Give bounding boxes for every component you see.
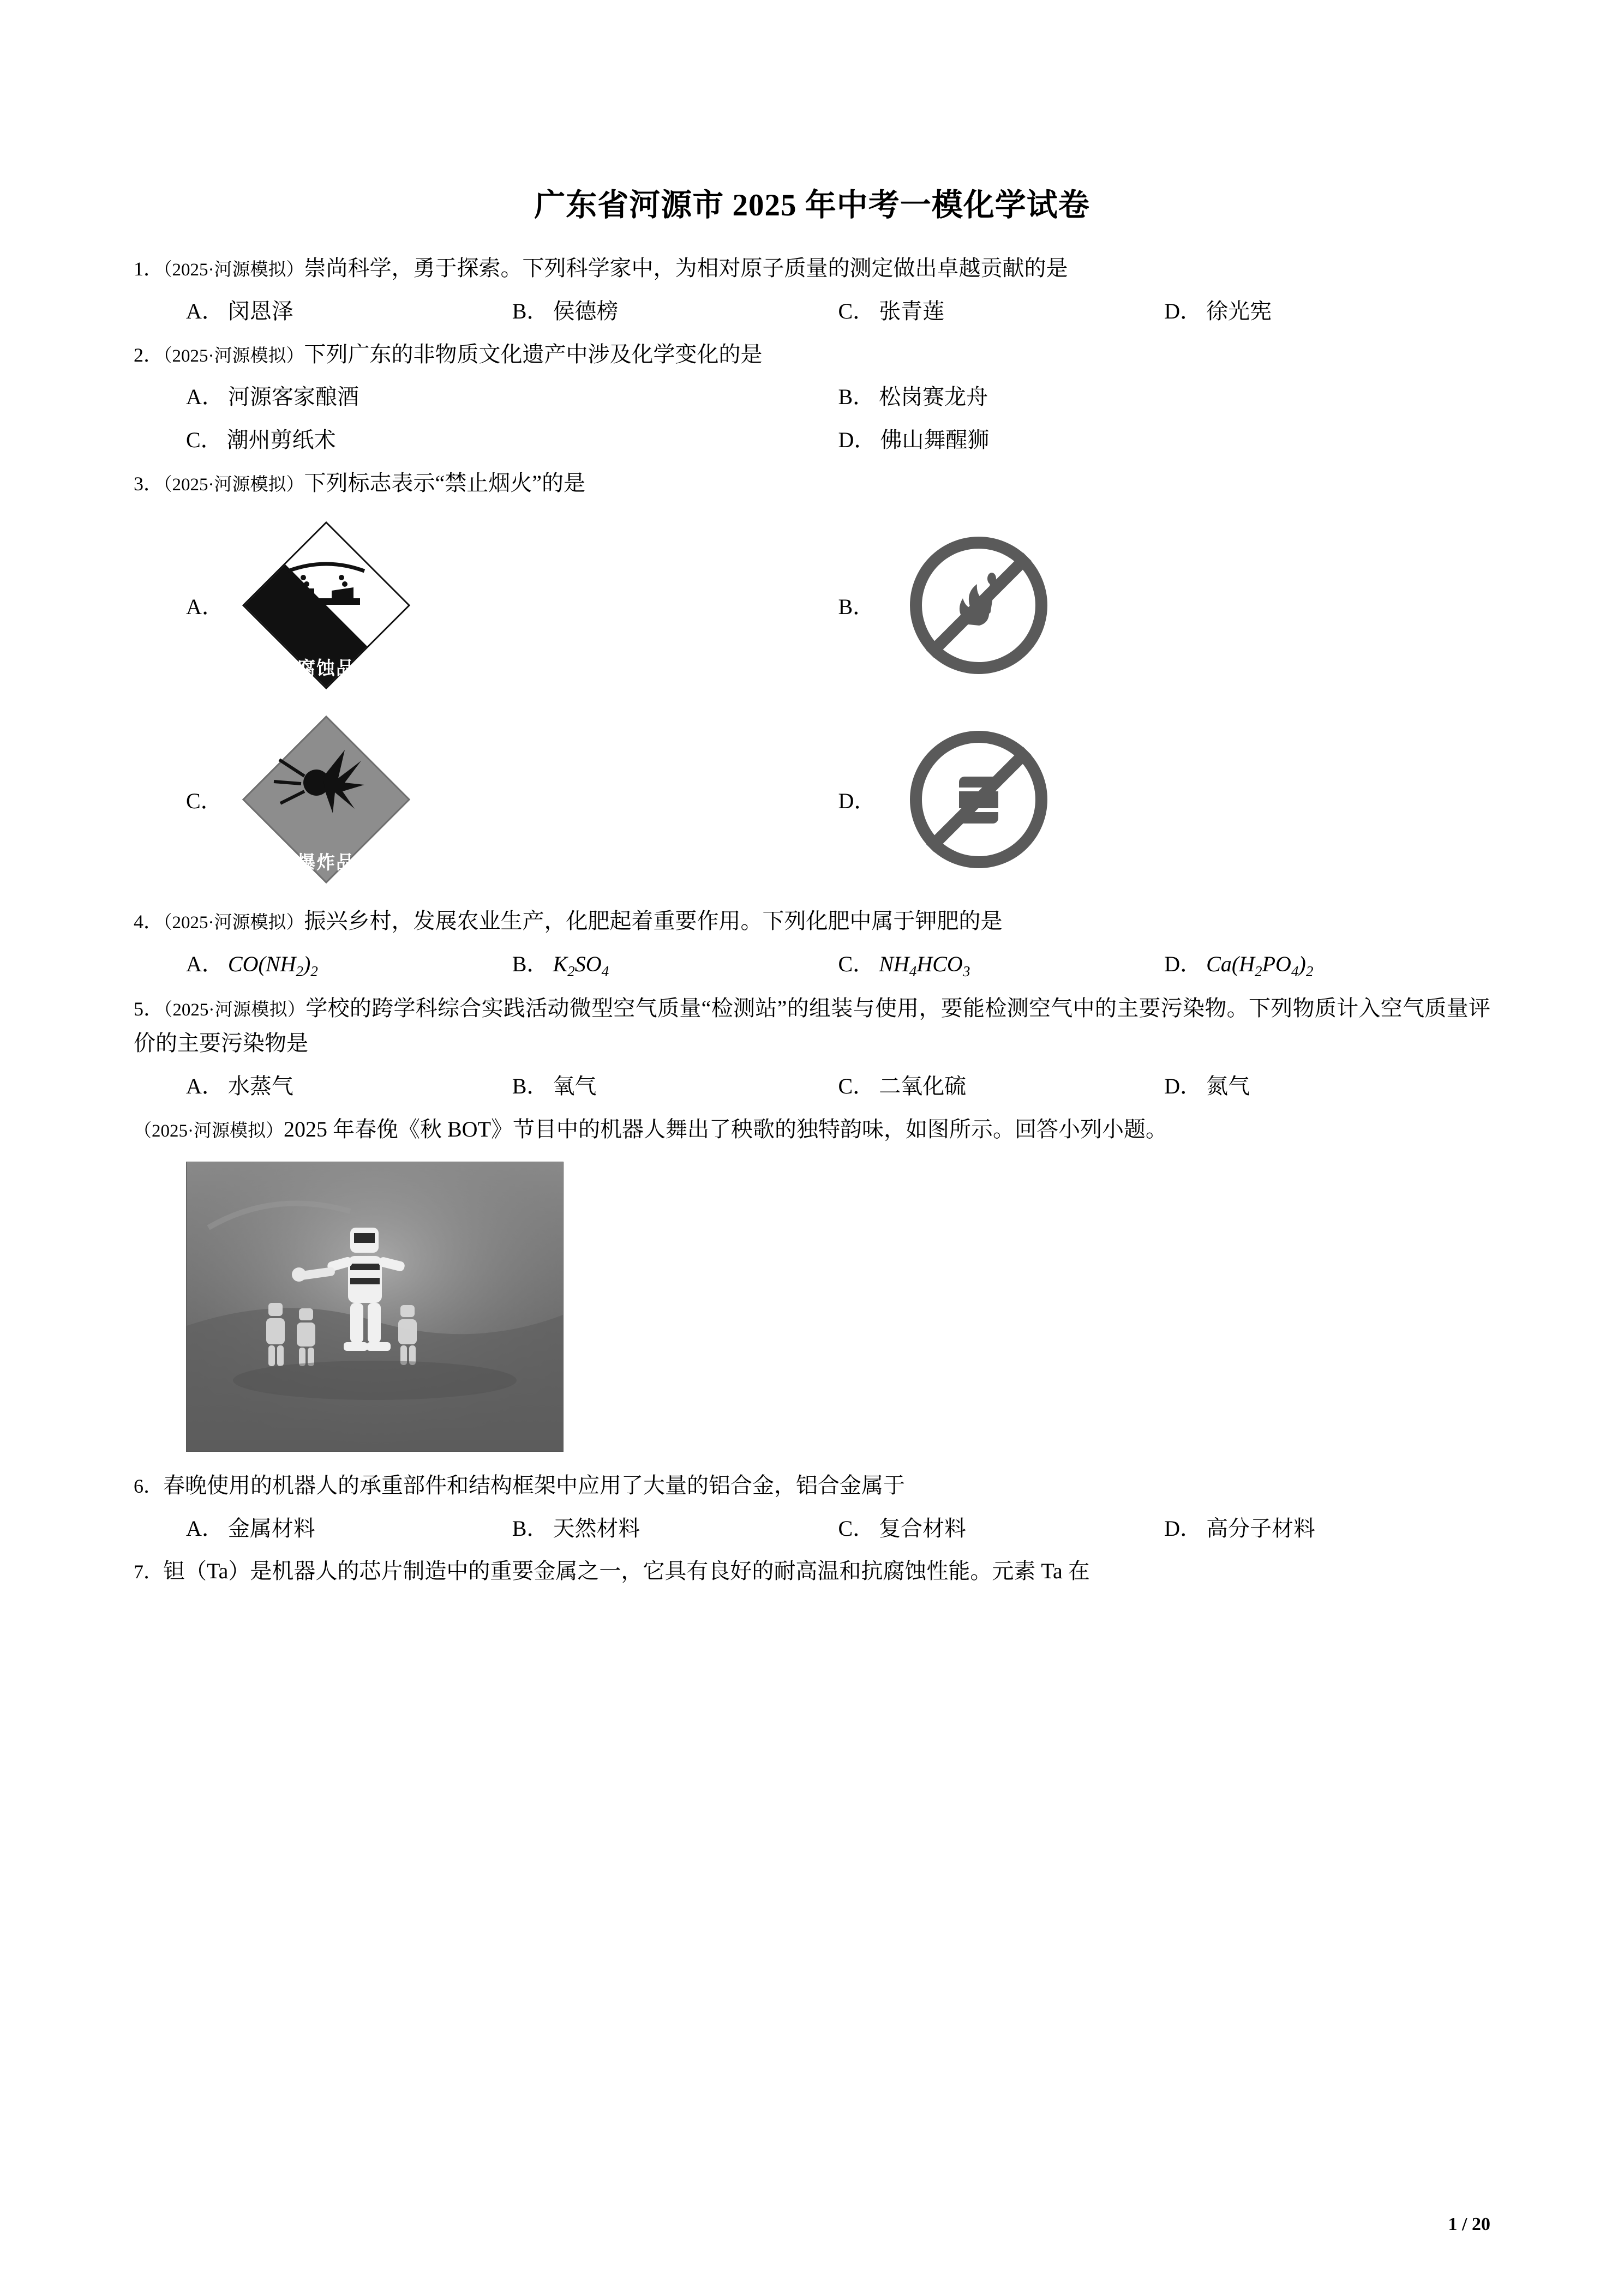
question-5-text: 学校的跨学科综合实践活动微型空气质量“检测站”的组装与使用，要能检测空气中的主要污染物。下列物质计入空气质量评价的主要污染物是: [134, 995, 1490, 1056]
no-oil-drum-sign: [889, 710, 1069, 889]
formula-calcium-dihydrogen-phosphate: $Ca(H_2PO_4)_2$: [1206, 951, 1314, 979]
option-a[interactable]: A． $CO(NH_2)_2$: [186, 951, 318, 979]
option-b[interactable]: B． $K_2SO_4$: [512, 951, 609, 979]
question-1-number: 1．: [134, 258, 164, 280]
sign-option-a[interactable]: [186, 515, 838, 695]
option-b[interactable]: B． 天然材料: [512, 1516, 640, 1541]
sign-option-c[interactable]: [186, 710, 838, 889]
no-smoking-fire-sign: [889, 515, 1069, 695]
formula-potassium-sulfate: $K_2SO_4$: [553, 951, 609, 979]
sign-row-1: [186, 515, 1490, 695]
question-5: [134, 991, 1490, 1104]
question-6-options: [134, 1511, 1490, 1547]
sign-row-2: [186, 710, 1490, 889]
question-2-stem: [134, 337, 1490, 372]
question-4-text: 振兴乡村，发展农业生产，化肥起着重要作用。下列化肥中属于钾肥的是: [304, 908, 1003, 933]
question-1: [134, 251, 1490, 329]
page-number: 1 / 20: [1448, 2214, 1490, 2234]
option-c[interactable]: C． 张青莲: [838, 298, 945, 323]
robot-dance-illustration: [187, 1162, 563, 1451]
option-a[interactable]: A． 金属材料: [186, 1516, 315, 1541]
question-7: [134, 1554, 1490, 1589]
corrosive-caption: 腐蚀品: [297, 658, 356, 679]
question-6-text: 春晚使用的机器人的承重部件和结构框架中应用了大量的铝合金，铝合金属于: [163, 1472, 906, 1498]
passage-tag: （2025·河源模拟）: [134, 1121, 284, 1141]
prohibition-circle: [910, 731, 1047, 868]
question-2-options-row-2: [134, 423, 1490, 458]
option-c[interactable]: C． 复合材料: [838, 1516, 967, 1541]
page-title: 广东省河源市 2025 年中考一模化学试卷: [534, 188, 1090, 223]
robot-dance-photo: [186, 1162, 564, 1452]
sign-option-b[interactable]: [838, 515, 1491, 695]
question-3-number: 3．: [134, 472, 164, 495]
formula-urea: $CO(NH_2)_2$: [227, 951, 318, 979]
option-b[interactable]: B． 氧气: [512, 1074, 597, 1099]
question-5-tag: （2025·河源模拟）: [163, 1000, 306, 1020]
corrosive-sign: [236, 515, 416, 695]
question-2-text: 下列广东的非物质文化遗产中涉及化学变化的是: [304, 341, 763, 366]
question-3: [134, 466, 1490, 889]
passage-block: [134, 1112, 1490, 1147]
question-6-number: 6．: [134, 1475, 164, 1497]
question-2: [134, 337, 1490, 458]
option-d[interactable]: D． 氮气: [1164, 1074, 1250, 1099]
sign-option-b-label: B．: [838, 594, 875, 620]
question-5-stem: [134, 991, 1490, 1062]
question-5-options: [134, 1069, 1490, 1104]
question-1-stem: [134, 251, 1490, 286]
question-7-text: 钽（Ta）是机器人的芯片制造中的重要金属之一，它具有良好的耐高温和抗腐蚀性能。元素 Ta 在: [163, 1559, 1090, 1584]
question-7-stem: [134, 1554, 1490, 1589]
option-d[interactable]: D． 佛山舞醒狮: [838, 428, 990, 453]
option-b[interactable]: B． 松岗赛龙舟: [838, 384, 988, 410]
option-d[interactable]: D． 高分子材料: [1164, 1516, 1316, 1541]
option-d[interactable]: D． 徐光宪: [1164, 298, 1272, 323]
question-2-options-row-1: [134, 380, 1490, 415]
question-4-stem: [134, 904, 1490, 939]
question-3-stem: [134, 466, 1490, 501]
question-4-number: 4．: [134, 910, 164, 933]
prohibition-circle: [910, 537, 1047, 674]
question-3-tag: （2025·河源模拟）: [163, 474, 304, 495]
passage-text-line: [134, 1112, 1490, 1147]
option-d[interactable]: D． $Ca(H_2PO_4)_2$: [1164, 951, 1314, 979]
question-5-number: 5．: [134, 997, 164, 1020]
question-3-sign-options: [134, 515, 1490, 889]
question-6: [134, 1468, 1490, 1547]
question-2-number: 2．: [134, 344, 164, 366]
option-c[interactable]: C． $NH_4HCO_3$: [838, 951, 970, 979]
formula-ammonium-bicarbonate: $NH_4HCO_3$: [879, 951, 970, 979]
question-1-text: 崇尚科学，勇于探索。下列科学家中，为相对原子质量的测定做出卓越贡献的是: [304, 256, 1068, 280]
sign-option-d[interactable]: [838, 710, 1491, 889]
question-6-stem: [134, 1468, 1490, 1504]
sign-option-d-label: D．: [838, 789, 876, 814]
question-1-tag: （2025·河源模拟）: [163, 260, 304, 280]
question-4-options: [134, 947, 1490, 983]
passage-text: 2025 年春俛《秋 BOT》节目中的机器人舞出了秧歌的独特韵味，如图所示。回答小列小题。: [284, 1117, 1167, 1142]
question-2-tag: （2025·河源模拟）: [163, 346, 304, 366]
figure-block: [134, 1162, 1490, 1452]
option-b[interactable]: B． 侯德榜: [512, 298, 619, 323]
option-a[interactable]: A． 闵恩泽: [186, 298, 293, 323]
question-4: [134, 904, 1490, 983]
option-a[interactable]: A． 河源客家酿酒: [186, 384, 359, 410]
question-7-number: 7．: [134, 1561, 164, 1583]
sign-option-c-label: C．: [186, 789, 223, 814]
sign-option-a-label: A．: [186, 594, 224, 620]
explosive-sign: [236, 710, 416, 889]
option-c[interactable]: C． 二氧化硫: [838, 1074, 967, 1099]
explosive-caption: 爆炸品: [297, 852, 356, 873]
question-1-options: [134, 294, 1490, 329]
question-4-tag: （2025·河源模拟）: [163, 912, 304, 933]
option-a[interactable]: A． 水蒸气: [186, 1074, 293, 1099]
question-3-text: 下列标志表示“禁止烟火”的是: [304, 470, 586, 495]
option-c[interactable]: C． 潮州剪纸术: [186, 428, 336, 453]
